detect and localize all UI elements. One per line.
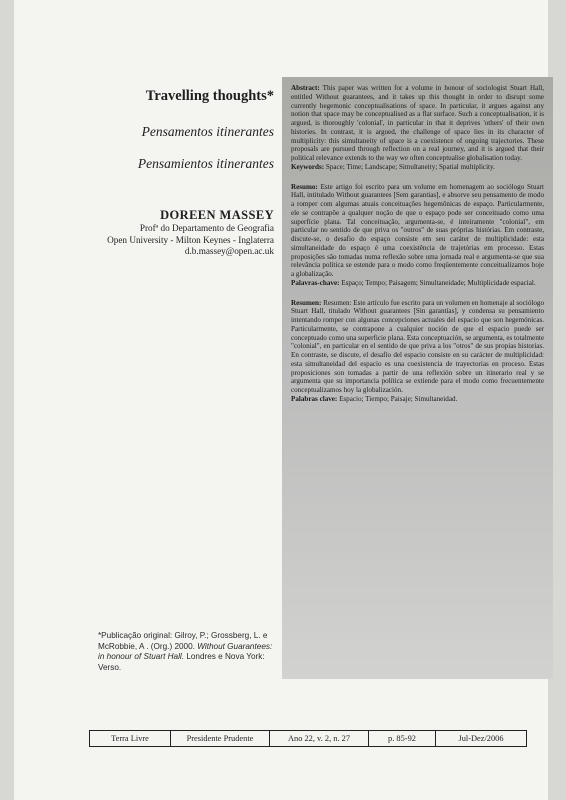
abstract-pt-label: Resumo:	[291, 182, 318, 191]
journal-footer	[89, 730, 527, 747]
keywords-pt: Espaço; Tempo; Paisagem; Simultaneidade; Multiplicidade espacial.	[341, 278, 536, 287]
footnote-lead: *Publicação original: Gilroy, P.; Grossberg, L. e McRobbie, A . (Org.) 2000.	[98, 631, 268, 651]
author-block	[76, 208, 274, 258]
page	[14, 0, 548, 800]
title-block	[94, 88, 274, 172]
footer-pages: p. 85-92	[369, 731, 436, 746]
abstract-portuguese	[291, 183, 544, 288]
abstract-en-label: Abstract:	[291, 84, 320, 92]
abstract-english	[291, 84, 544, 172]
footer-city: Presidente Prudente	[171, 731, 270, 746]
abstract-es-text: Resumen: Este artículo fue escrito para un volumen en homenaje al sociólogo Stuart Hall, titulado Without guarantees [Sin garantías], y condensa su pensamiento intentando romper con algunas concepciones actuales del espacio que son hegemónicas. Particularmente, se contrapone a cualquier noción de que el espacio puede ser conceptuado como una superficie plana. Esta conceptuación, se argumenta, es totalmente "colonial", en particular en el sentido de que priva a los "otros" de sus propias historias. En contraste, se discute, el desafío del espacio consiste en su carácter de multiplicidad: esta simultaneidad del espacio es una coexistencia de trayectorias en proceso. Estas proposiciones son tomadas a partir de una reflexión sobre un itinerario real y se argumenta que su importancia política se extiende para el modo como frecuentemente conceptualizamos hoy la globalización.	[291, 298, 544, 394]
abstract-box	[282, 77, 553, 679]
footer-journal: Terra Livre	[90, 731, 171, 746]
footnote-book-title: Without Guarantees: in honour of Stuart Hall.	[98, 641, 273, 662]
abstract-es-label: Resumen:	[291, 298, 322, 307]
keywords-pt-label: Palavras-chave:	[291, 278, 340, 287]
footnote-publisher: Londres e Nova York: Verso.	[98, 652, 265, 672]
author-affiliation-1: Profª do Departamento de Geografia	[139, 223, 274, 233]
author-email: d.b.massey@open.ac.uk	[184, 246, 274, 256]
abstract-pt-text: Este artigo foi escrito para um volume em homenagem ao sociólogo Stuart Hall, intitulado Without guarantees [Sem garantias], e absorve seu pensamento de modo a romper com algumas atuais conceituações hegemônicas de espaço. Particularmente, ele se contrapõe a qualquer noção de que o espaço pode ser conceituado como uma superfície plana. Tal conceituação, argumenta-se, é inteiramente "colonial", em particular no sentido de que priva os "outros" de suas próprias histórias. Em contraste, discute-se, o desafio do espaço consiste em seu caráter de multiplicidade: esta simultaneidade do espaço é uma coexistência de trajetórias em processo. Estas proposições são tomadas numa reflexão sobre uma jornada real e argumenta-se que sua relevância política se estende para o modo como freqüentemente conceitualizamos hoje a globalização.	[291, 182, 544, 278]
footer-date: Jul-Dez/2006	[458, 734, 504, 743]
title-spanish: Pensamientos itinerantes	[137, 156, 274, 171]
keywords-en: Space; Time; Landscape; Simultaneity; Spatial multiplicity.	[325, 162, 495, 171]
abstract-en-text: This paper was written for a volume in honour of sociologist Stuart Hall, entitled Without guarantees, and it takes up this thought in order to disrupt some currently hegemonic conceptualisations of space. In particular, it argues against any notion that space may be conceptualised as a flat surface. Such a conceptualisation, it is argued, is thoroughly 'colonial', in particular in that it deprives 'others' of their own histories. In contrast, it is argued, the challenge of space lies in its character of multiplicity: this simultaneity of space is a coexistence of ongoing trajectories. These proposals are pursued through reflection on a real journey, and it is argued that their political relevance extends to the way we often conceptualise globalisation today.	[291, 84, 544, 162]
author-name: DOREEN MASSEY	[160, 208, 274, 222]
footer-volume: Ano 22, v. 2, n. 27	[270, 731, 369, 746]
keywords-es-label: Palabras clave:	[291, 394, 338, 403]
abstract-spanish	[291, 299, 544, 404]
title-english: Travelling thoughts*	[145, 88, 274, 104]
footnote	[98, 631, 278, 673]
title-portuguese: Pensamentos itinerantes	[141, 124, 274, 139]
keywords-en-label: Keywords:	[291, 162, 325, 171]
author-affiliation-2: Open University - Milton Keynes - Inglaterra	[107, 234, 274, 245]
keywords-es: Espacio; Tiempo; Paisaje; Simultaneidad.	[339, 394, 458, 403]
